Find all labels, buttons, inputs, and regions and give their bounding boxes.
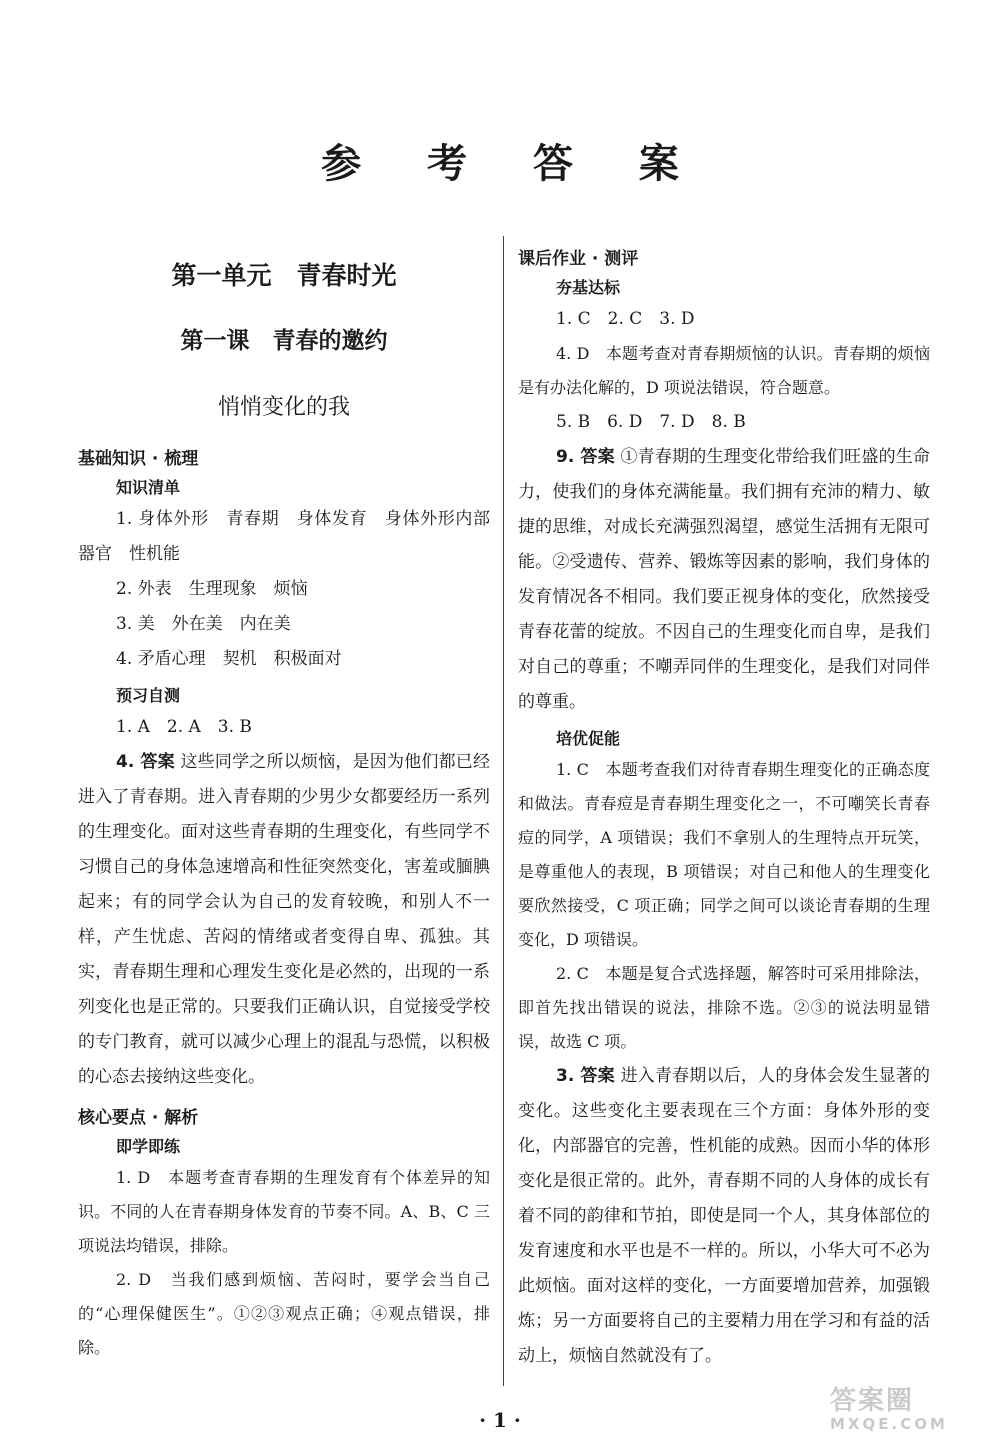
homework-heading: 课后作业 · 测评	[518, 249, 639, 269]
answer-label: 4. 答案	[116, 752, 175, 772]
improvement-answer-2: 2. C 本题是复合式选择题，解答时可采用排除法，即首先找出错误的说法，排除不选。②③的说法明显错误，故选 C 项。	[518, 964, 930, 1051]
answer-text: 进入青春期以后，人的身体会发生显著的变化。这些变化主要表现在三个方面：身体外形的变化，内部器官的完善，性机能的成熟。因而小华的体形变化是很正常的。此外，青春期不同的人身体的成长有着不同的韵律和节拍，即使是同一个人，其身体部位的发育速度和水平也是不一样的。所以，小华大可不必为此烦恼。面对这样的变化，一方面要增加营养，加强锻炼；另一方面要将自己的主要精力用在学习和有益的活动上，烦恼自然就没有了。	[518, 1066, 931, 1366]
preview-answer-4	[78, 745, 490, 1095]
knowledge-item-3: 3. 美 外在美 内在美	[116, 614, 291, 634]
answer-label: 3. 答案	[556, 1066, 615, 1086]
improvement-answer-3	[518, 1059, 930, 1374]
watermark-top: 答案圈	[830, 1386, 915, 1416]
lesson-heading: 第一课 青春的邀约	[180, 327, 388, 354]
foundation-answer-4: 4. D 本题考查对青春期烦恼的认识。青春期的烦恼是有办法化解的，D 项说法错误，符合题意。	[518, 344, 930, 397]
watermark-bottom: MXQE.COM	[830, 1415, 948, 1433]
foundation-answers-1-3: 1. C 2. C 3. D	[556, 309, 695, 329]
preview-answers-1-3: 1. A 2. A 3. B	[116, 717, 252, 737]
page-title: 参 考 答 案	[321, 140, 705, 187]
knowledge-item-2: 2. 外表 生理现象 烦恼	[116, 579, 308, 599]
practice-heading: 即学即练	[116, 1137, 181, 1156]
core-points-heading: 核心要点 · 解析	[78, 1108, 199, 1128]
watermark-logo	[830, 1380, 980, 1440]
unit-heading: 第一单元 青春时光	[171, 261, 397, 290]
practice-answer-1: 1. D 本题考查青春期的生理发育有个体差异的知识。不同的人在青春期身体发育的节奏不同。A、B、C 三项说法均错误，排除。	[78, 1168, 490, 1255]
foundation-answer-9	[518, 440, 930, 720]
knowledge-item-4: 4. 矛盾心理 契机 积极面对	[116, 649, 342, 669]
answer-text: ①青春期的生理变化带给我们旺盛的生命力，使我们的身体充满能量。我们拥有充沛的精力、敏捷的思维，对成长充满强烈渴望，感觉生活拥有无限可能。②受遗传、营养、锻炼等因素的影响，我们身体的发育情况各不相同。我们要正视身体的变化，欣然接受青春花蕾的绽放。不因自己的生理变化而自卑，是我们对自己的尊重；不嘲弄同伴的生理变化，是我们对同伴的尊重。	[518, 447, 931, 712]
answer-label: 9. 答案	[556, 447, 615, 467]
answer-text: 这些同学之所以烦恼，是因为他们都已经进入了青春期。进入青春期的少男少女都要经历一系列的生理变化。面对这些青春期的生理变化，有些同学不习惯自己的身体急速增高和性征突然变化，害羞或腼腆起来；有的同学会认为自己的发育较晚，和别人不一样，产生忧虑、苦闷的情绪或者变得自卑、孤独。其实，青春期生理和心理发生变化是必然的，出现的一系列变化也是正常的。只要我们正确认识，自觉接受学校的专门教育，就可以减少心理上的混乱与恐慌，以积极的心态去接纳这些变化。	[78, 752, 491, 1087]
page-number: · 1 ·	[479, 1408, 521, 1432]
knowledge-list-heading: 知识清单	[116, 478, 181, 497]
improvement-heading: 培优促能	[556, 729, 621, 748]
knowledge-item-1: 1. 身体外形 青春期 身体发育 身体外形内部器官 性机能	[78, 509, 490, 564]
preview-test-heading: 预习自测	[116, 686, 181, 705]
practice-answer-2: 2. D 当我们感到烦恼、苦闷时，要学会当自己的“心理保健医生”。①②③观点正确；④观点错误，排除。	[78, 1270, 490, 1357]
basic-knowledge-heading: 基础知识 · 梳理	[78, 449, 199, 469]
left-column	[78, 236, 490, 1365]
right-column	[518, 236, 930, 1374]
foundation-heading: 夯基达标	[556, 278, 621, 297]
foundation-answers-5-8: 5. B 6. D 7. D 8. B	[556, 412, 746, 432]
improvement-answer-1: 1. C 本题考查我们对待青春期生理变化的正确态度和做法。青春痘是青春期生理变化之一，不可嘲笑长青春痘的同学，A 项错误；我们不拿别人的生理特点开玩笑，是尊重他人的表现，B 项错误；对自己和他人的生理变化要欣然接受，C 项正确；同学之间可以谈论青春期的生理变化，D 项错误。	[518, 760, 930, 949]
section-heading: 悄悄变化的我	[217, 395, 350, 420]
column-divider	[503, 236, 504, 1386]
